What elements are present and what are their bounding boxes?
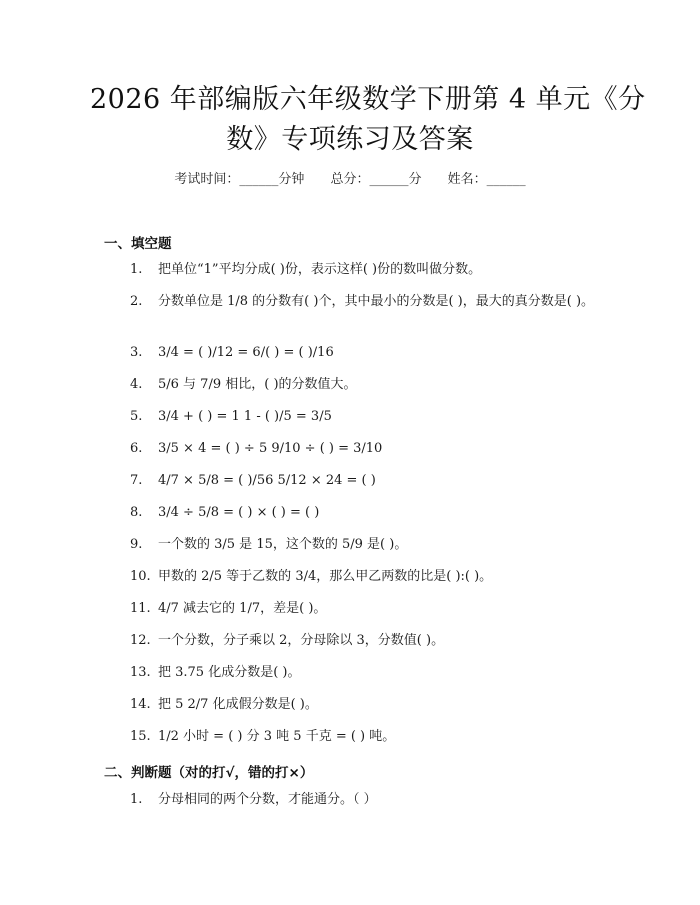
question-text: 3/4 ÷ 5/8 = ( ) × ( ) = ( ) (158, 505, 320, 520)
question-item (130, 598, 600, 620)
question-number: 11. (130, 601, 151, 616)
section-heading-fill-in: 一、填空题 (104, 236, 172, 252)
question-text: 4/7 × 5/8 = ( )/56 5/12 × 24 = ( ) (158, 473, 376, 488)
question-item (130, 662, 600, 684)
question-number: 14. (130, 697, 151, 712)
question-item (130, 470, 600, 492)
question-item (130, 438, 600, 460)
question-text: 分数单位是 1/8 的分数有( )个，其中最小的分数是( )，最大的真分数是( )。 (158, 294, 595, 309)
exam-score: 总分：______分 (330, 172, 422, 187)
question-item (130, 374, 600, 396)
exam-meta (0, 168, 700, 187)
question-text: 一个分数，分子乘以 2，分母除以 3，分数值( )。 (158, 633, 445, 648)
question-text: 5/6 与 7/9 相比，( )的分数值大。 (158, 377, 357, 392)
question-item (130, 342, 600, 364)
document-title (90, 80, 646, 160)
question-item (130, 406, 600, 428)
question-number: 1. (130, 262, 143, 277)
question-text: 甲数的 2/5 等于乙数的 3/4，那么甲乙两数的比是( ):( )。 (158, 569, 493, 584)
question-item (130, 259, 600, 281)
question-text: 把单位“1”平均分成( )份，表示这样( )份的数叫做分数。 (158, 262, 482, 277)
question-number: 7. (130, 473, 143, 488)
question-text: 3/4 = ( )/12 = 6/( ) = ( )/16 (158, 345, 334, 360)
question-number: 15. (130, 729, 151, 744)
student-name: 姓名：______ (447, 172, 526, 187)
question-number: 1. (130, 792, 143, 807)
question-item (130, 566, 600, 588)
question-text: 3/4 + ( ) = 1 1 - ( )/5 = 3/5 (158, 409, 332, 424)
question-item (130, 789, 600, 811)
question-item (130, 694, 600, 716)
question-number: 8. (130, 505, 143, 520)
question-number: 9. (130, 537, 143, 552)
question-item (130, 726, 600, 748)
question-item (130, 534, 600, 556)
question-number: 2. (130, 294, 143, 309)
question-text: 3/5 × 4 = ( ) ÷ 5 9/10 ÷ ( ) = 3/10 (158, 441, 383, 456)
question-item (104, 291, 600, 313)
question-number: 6. (130, 441, 143, 456)
question-text: 一个数的 3/5 是 15，这个数的 5/9 是( )。 (158, 537, 408, 552)
title-line-1: 2026 年部编版六年级数学下册第 4 单元《分 (90, 84, 646, 115)
question-item (130, 502, 600, 524)
question-number: 13. (130, 665, 151, 680)
question-text: 分母相同的两个分数，才能通分。（ ） (158, 792, 377, 807)
question-number: 3. (130, 345, 143, 360)
question-number: 5. (130, 409, 143, 424)
question-text: 把 3.75 化成分数是( )。 (158, 665, 301, 680)
question-text: 4/7 减去它的 1/7，差是( )。 (158, 601, 327, 616)
question-text: 把 5 2/7 化成假分数是( )。 (158, 697, 318, 712)
question-item (130, 630, 600, 652)
title-line-2: 数》专项练习及答案 (226, 124, 474, 155)
question-number: 12. (130, 633, 151, 648)
section-heading-true-false: 二、判断题（对的打√，错的打×） (104, 765, 314, 781)
question-number: 4. (130, 377, 143, 392)
exam-time: 考试时间：______分钟 (174, 172, 305, 187)
question-number: 10. (130, 569, 151, 584)
question-text: 1/2 小时 = ( ) 分 3 吨 5 千克 = ( ) 吨。 (158, 729, 396, 744)
